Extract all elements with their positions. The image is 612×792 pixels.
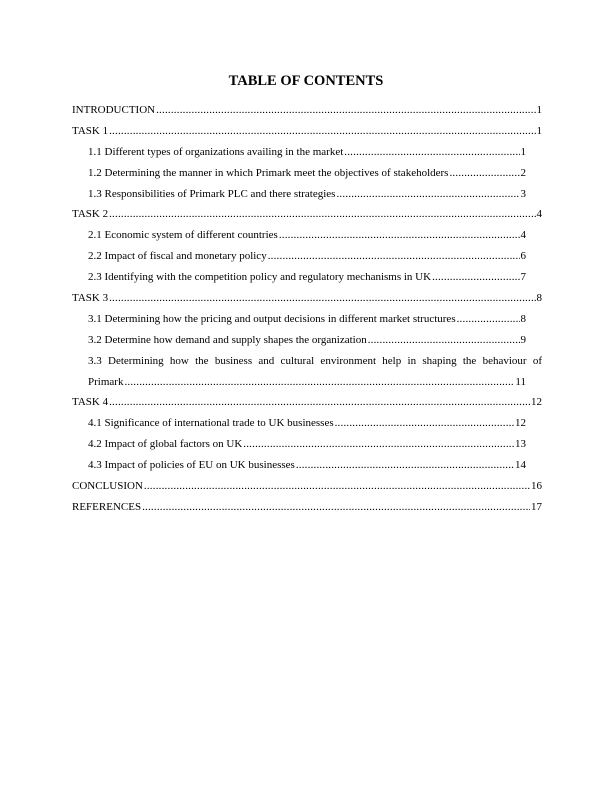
toc-entry-4-2[interactable] bbox=[72, 434, 542, 455]
toc-page-number: 12 bbox=[515, 417, 526, 430]
toc-entry-text: 2.3 Identifying with the competition policy and regulatory mechanisms in UK bbox=[88, 271, 432, 284]
toc-page-number: 9 bbox=[520, 333, 526, 346]
toc-entry-text: 1.1 Different types of organizations availing in the market bbox=[88, 145, 344, 158]
dot-leader bbox=[109, 288, 535, 309]
toc-entry-text: TASK 2 bbox=[72, 208, 109, 221]
dot-leader bbox=[296, 455, 514, 476]
dot-leader bbox=[109, 121, 535, 142]
toc-entry-conclusion[interactable] bbox=[72, 476, 542, 497]
toc-page-number: 11 bbox=[515, 375, 526, 388]
toc-link[interactable] bbox=[72, 497, 542, 518]
dot-leader bbox=[279, 225, 520, 246]
dot-leader bbox=[336, 184, 519, 205]
dot-leader bbox=[109, 392, 530, 413]
toc-entry-references[interactable] bbox=[72, 497, 542, 518]
toc-entry-4-1[interactable] bbox=[72, 413, 542, 434]
toc-page-number: 3 bbox=[520, 187, 526, 200]
toc-entry-task-4[interactable] bbox=[72, 392, 542, 413]
dot-leader bbox=[156, 100, 535, 121]
toc-link[interactable] bbox=[72, 121, 542, 142]
toc-title: TABLE OF CONTENTS bbox=[228, 73, 384, 89]
toc-link[interactable] bbox=[88, 455, 526, 476]
dot-leader bbox=[335, 413, 514, 434]
toc-entry-2-1[interactable] bbox=[72, 225, 542, 246]
toc-entry-3-1[interactable] bbox=[72, 309, 542, 330]
toc-link[interactable] bbox=[88, 330, 526, 351]
toc-entry-text: 4.1 Significance of international trade to UK businesses bbox=[88, 417, 334, 430]
toc-entry-2-3[interactable] bbox=[72, 267, 542, 288]
toc-entry-text-continued: Primark bbox=[88, 375, 124, 388]
toc-page-number: 6 bbox=[520, 250, 526, 263]
toc-link[interactable] bbox=[88, 246, 526, 267]
toc-link[interactable] bbox=[88, 434, 526, 455]
toc-entry-1-1[interactable] bbox=[72, 142, 542, 163]
toc-entry-task-1[interactable] bbox=[72, 121, 542, 142]
toc-page-number: 14 bbox=[515, 459, 526, 472]
table-of-contents bbox=[72, 100, 542, 518]
toc-entry-text: 2.1 Economic system of different countries bbox=[88, 229, 278, 242]
toc-page-number: 1 bbox=[520, 145, 526, 158]
toc-entry-introduction[interactable] bbox=[72, 100, 542, 121]
dot-leader bbox=[144, 476, 530, 497]
toc-link[interactable] bbox=[88, 225, 526, 246]
toc-entry-text: 3.3 Determining how the business and cultural environment help in shaping the behaviour of bbox=[88, 354, 542, 367]
toc-page-number: 4 bbox=[520, 229, 526, 242]
toc-entry-text: INTRODUCTION bbox=[72, 104, 156, 116]
toc-entry-text: 3.2 Determine how demand and supply shapes the organization bbox=[88, 333, 367, 346]
toc-link[interactable] bbox=[72, 100, 542, 121]
toc-link[interactable] bbox=[88, 163, 526, 184]
toc-page-number: 8 bbox=[536, 292, 542, 305]
toc-link[interactable] bbox=[88, 184, 526, 205]
dot-leader bbox=[124, 372, 514, 393]
toc-entry-4-3[interactable] bbox=[72, 455, 542, 476]
toc-entry-1-2[interactable] bbox=[72, 163, 542, 184]
toc-page-number: 1 bbox=[536, 104, 542, 116]
dot-leader bbox=[344, 142, 519, 163]
toc-entry-text: 1.3 Responsibilities of Primark PLC and there strategies bbox=[88, 187, 336, 200]
toc-link[interactable] bbox=[88, 267, 526, 288]
toc-entry-text: CONCLUSION bbox=[72, 480, 143, 493]
dot-leader bbox=[368, 330, 520, 351]
toc-entry-text: 2.2 Impact of fiscal and monetary policy bbox=[88, 250, 267, 263]
toc-entry-text: TASK 4 bbox=[72, 396, 109, 409]
toc-link[interactable] bbox=[88, 413, 526, 434]
toc-entry-3-2[interactable] bbox=[72, 330, 542, 351]
toc-page-number: 12 bbox=[531, 396, 542, 409]
toc-entry-task-2[interactable] bbox=[72, 204, 542, 225]
toc-page-number: 4 bbox=[536, 208, 542, 221]
toc-entry-text: 1.2 Determining the manner in which Primark meet the objectives of stakeholders bbox=[88, 166, 449, 179]
toc-link[interactable] bbox=[88, 142, 526, 163]
toc-page-number: 7 bbox=[520, 271, 526, 284]
toc-link[interactable] bbox=[88, 309, 526, 330]
toc-page-number: 13 bbox=[515, 438, 526, 451]
toc-page-number: 2 bbox=[520, 166, 526, 179]
toc-entry-task-3[interactable] bbox=[72, 288, 542, 309]
toc-entry-1-3[interactable] bbox=[72, 184, 542, 205]
dot-leader bbox=[432, 267, 519, 288]
toc-link[interactable] bbox=[72, 392, 542, 413]
toc-page-number: 8 bbox=[520, 312, 526, 325]
toc-page-number: 17 bbox=[531, 500, 542, 513]
dot-leader bbox=[109, 204, 535, 225]
toc-entry-text: 4.3 Impact of policies of EU on UK businesses bbox=[88, 459, 295, 472]
toc-entry-3-3[interactable] bbox=[72, 351, 542, 393]
toc-entry-2-2[interactable] bbox=[72, 246, 542, 267]
toc-entry-text: TASK 1 bbox=[72, 124, 109, 137]
toc-entry-text: TASK 3 bbox=[72, 292, 109, 305]
toc-page-number: 1 bbox=[536, 124, 542, 137]
toc-entry-text: REFERENCES bbox=[72, 500, 142, 513]
dot-leader bbox=[449, 163, 519, 184]
dot-leader bbox=[243, 434, 514, 455]
dot-leader bbox=[268, 246, 520, 267]
toc-link[interactable] bbox=[88, 372, 526, 393]
toc-entry-text: 3.1 Determining how the pricing and output decisions in different market structures bbox=[88, 312, 456, 325]
toc-entry-text: 4.2 Impact of global factors on UK bbox=[88, 438, 243, 451]
toc-link[interactable] bbox=[72, 476, 542, 497]
dot-leader bbox=[142, 497, 530, 518]
dot-leader bbox=[457, 309, 520, 330]
toc-page-number: 16 bbox=[531, 480, 542, 493]
toc-link[interactable] bbox=[72, 288, 542, 309]
toc-link[interactable] bbox=[72, 204, 542, 225]
